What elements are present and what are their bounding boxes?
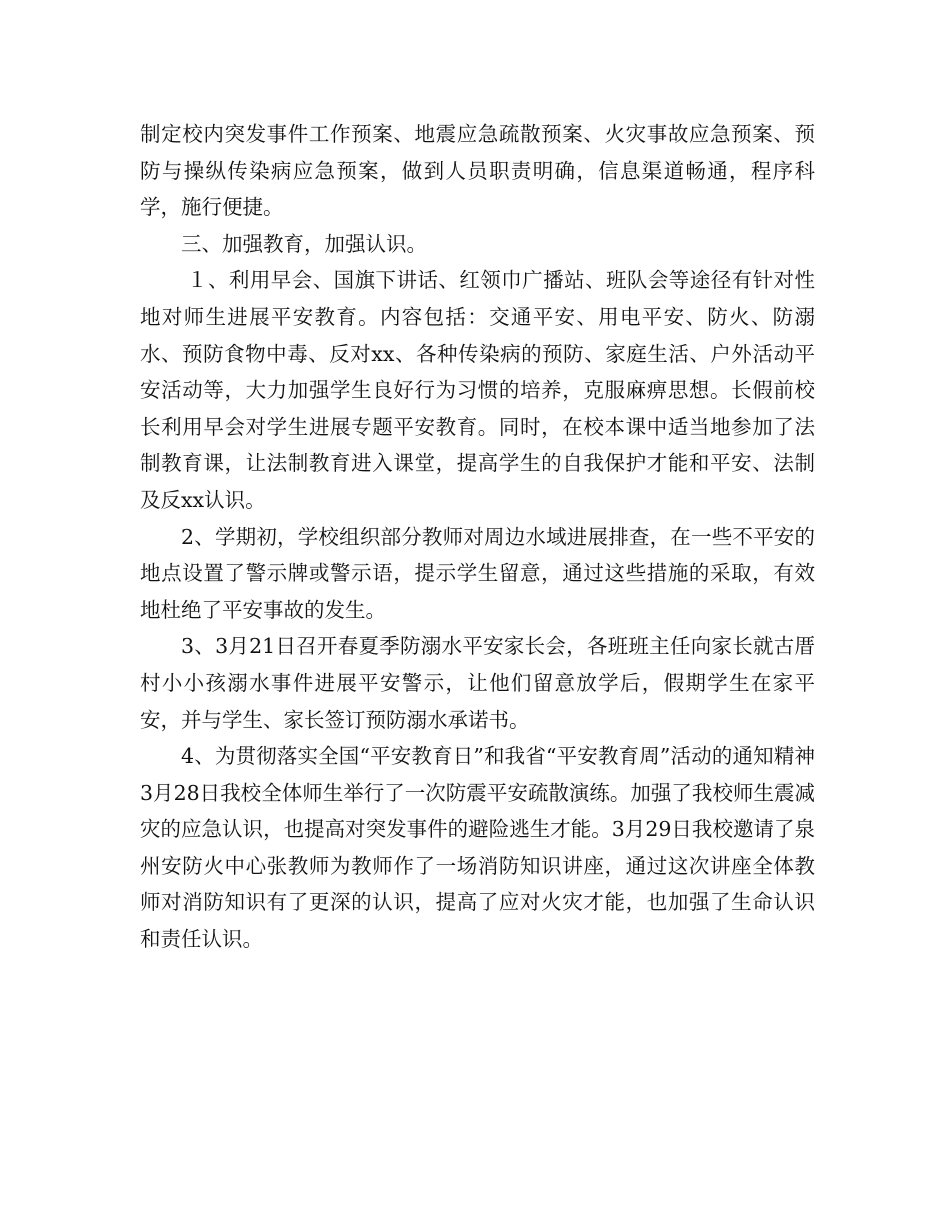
paragraph-item-4: 4、为贯彻落实全国“平安教育日”和我省“平安教育周”活动的通知精神3月28日我校全体师生举行了一次防震平安疏散演练。加强了我校师生震减灾的应急认识，也提高对突发事件的避险逃生才能。3月29日我校邀请了泉州安防火中心张教师为教师作了一场消防知识讲座，通过这次讲座全体教师对消防知识有了更深的认识，提高了应对火灾才能，也加强了生命认识和责任认识。 — [140, 744, 815, 952]
section-heading-education: 三、加强教育，加强认识。 — [181, 231, 427, 256]
paragraph-item-3: 3、3月21日召开春夏季防溺水平安家长会，各班班主任向家长就古厝村小小孩溺水事件进展平安警示，让他们留意放学后，假期学生在家平安，并与学生、家长签订预防溺水承诺书。 — [140, 634, 815, 732]
paragraph-emergency-plans: 制定校内突发事件工作预案、地震应急疏散预案、火灾事故应急预案、预防与操纵传染病应急预案，做到人员职责明确，信息渠道畅通，程序科学，施行便捷。 — [140, 122, 815, 220]
paragraph-item-2: 2、学期初，学校组织部分教师对周边水域进展排查，在一些不平安的地点设置了警示牌或警示语，提示学生留意，通过这些措施的采取，有效地杜绝了平安事故的发生。 — [140, 524, 815, 622]
paragraph-item-1: １、利用早会、国旗下讲话、红领巾广播站、班队会等途径有针对性地对师生进展平安教育。内容包括：交通平安、用电平安、防火、防溺水、预防食物中毒、反对xx、各种传染病的预防、家庭生活、户外活动平安活动等，大力加强学生良好行为习惯的培养，克服麻痹思想。长假前校长利用早会对学生进展专题平安教育。同时，在校本课中适当地参加了法制教育课，让法制教育进入课堂，提高学生的自我保护才能和平安、法制及反xx认识。 — [140, 268, 815, 512]
document-body — [140, 116, 815, 958]
